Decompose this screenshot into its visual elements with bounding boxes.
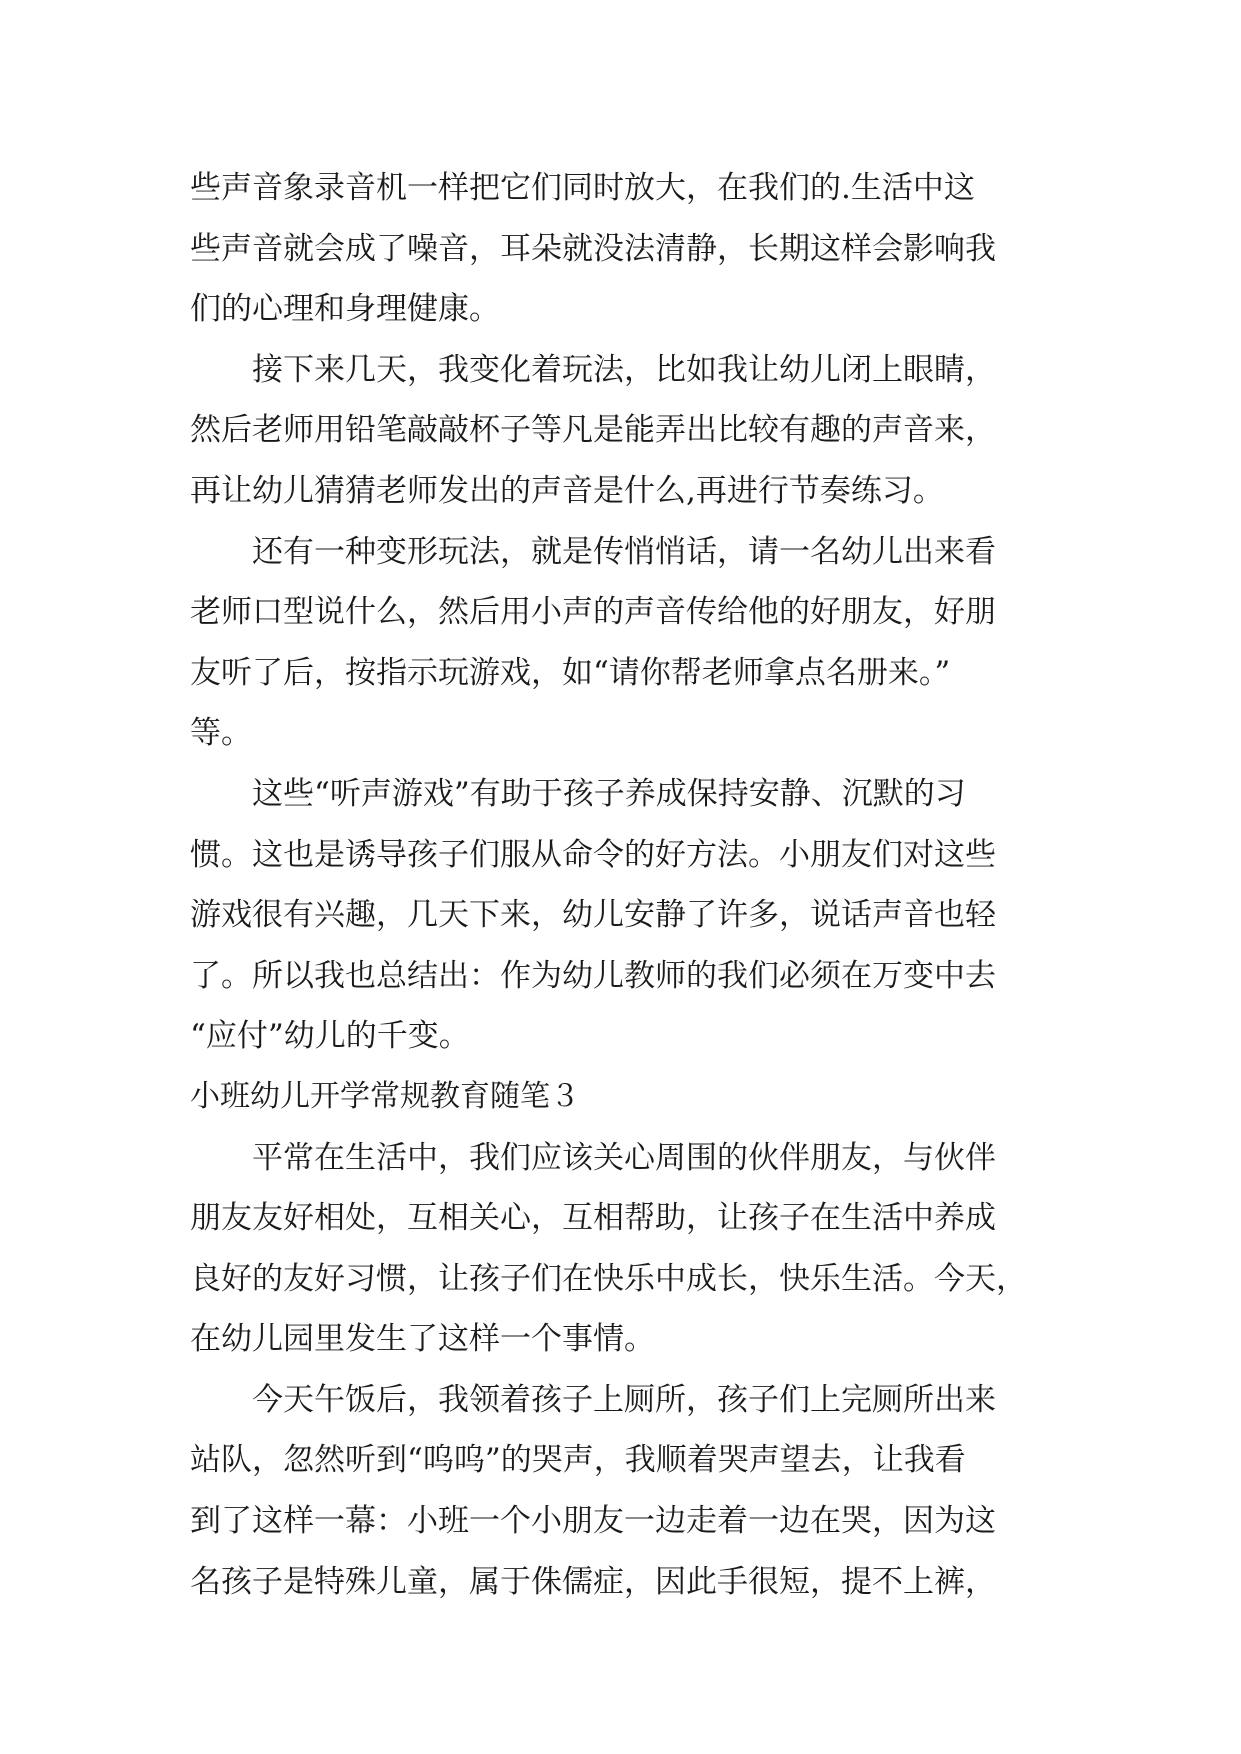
text-line: 名孩子是特殊儿童，属于侏儒症，因此手很短，提不上裤， bbox=[190, 1563, 996, 1600]
text-line: 平常在生活中，我们应该关心周围的伙伴朋友，与伙伴 bbox=[190, 1139, 996, 1176]
text-line: “应付”幼儿的千变。 bbox=[190, 1018, 470, 1055]
text-line: 些声音象录音机一样把它们同时放大，在我们的.生活中这 bbox=[190, 170, 975, 206]
text-line: 接下来几天，我变化着玩法，比如我让幼儿闭上眼睛， bbox=[190, 351, 996, 388]
text-line: 这些“听声游戏”有助于孩子养成保持安静、沉默的习 bbox=[190, 775, 966, 812]
text-line: 在幼儿园里发生了这样一个事情。 bbox=[190, 1321, 655, 1358]
document-body bbox=[190, 158, 1052, 1612]
text-line: 游戏很有兴趣，几天下来，幼儿安静了许多，说话声音也轻 bbox=[190, 897, 996, 934]
text-line: 老师口型说什么，然后用小声的声音传给他的好朋友，好朋 bbox=[190, 594, 996, 631]
text-line: 再让幼儿猜猜老师发出的声音是什么,再进行节奏练习。 bbox=[190, 472, 944, 509]
text-line: 友听了后，按指示玩游戏，如“请你帮老师拿点名册来。” bbox=[190, 654, 951, 691]
text-line: 们的心理和身理健康。 bbox=[190, 291, 500, 328]
text-line: 等。 bbox=[190, 715, 252, 752]
text-line: 朋友友好相处，互相关心，互相帮助，让孩子在生活中养成 bbox=[190, 1200, 996, 1237]
text-line: 些声音就会成了噪音，耳朵就没法清静，长期这样会影响我 bbox=[190, 230, 996, 267]
text-line: 惯。这也是诱导孩子们服从命令的好方法。小朋友们对这些 bbox=[190, 836, 996, 873]
text-line: 到了这样一幕：小班一个小朋友一边走着一边在哭，因为这 bbox=[190, 1503, 996, 1540]
text-line: 良好的友好习惯，让孩子们在快乐中成长，快乐生活。今天， bbox=[190, 1260, 1027, 1297]
section-heading: 小班幼儿开学常规教育随笔３ bbox=[190, 1078, 580, 1114]
text-line: 站队，忽然听到“呜呜”的哭声，我顺着哭声望去，让我看 bbox=[190, 1442, 966, 1479]
text-line: 还有一种变形玩法，就是传悄悄话，请一名幼儿出来看 bbox=[190, 533, 996, 570]
text-line: 然后老师用铅笔敲敲杯子等凡是能弄出比较有趣的声音来， bbox=[190, 412, 996, 449]
text-line: 今天午饭后，我领着孩子上厕所，孩子们上完厕所出来 bbox=[190, 1381, 996, 1418]
text-line: 了。所以我也总结出：作为幼儿教师的我们必须在万变中去 bbox=[190, 957, 996, 994]
